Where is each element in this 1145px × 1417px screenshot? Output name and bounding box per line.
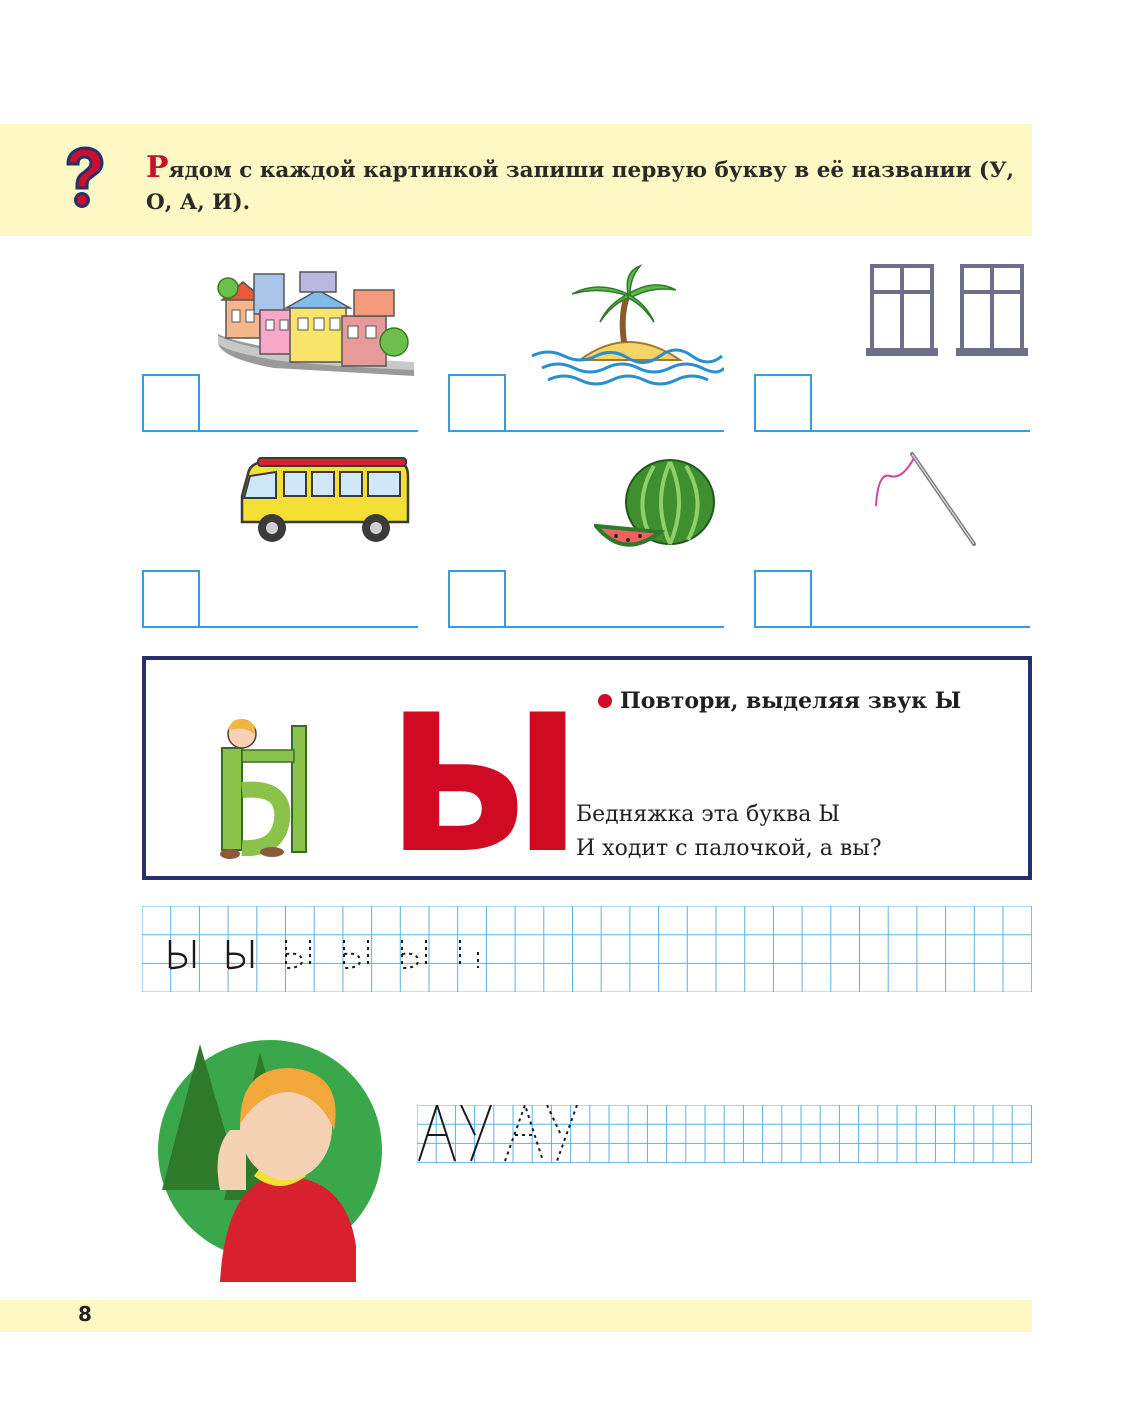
needle-icon bbox=[872, 450, 980, 550]
answer-box[interactable] bbox=[142, 570, 200, 628]
picture-cell-windows bbox=[754, 242, 1030, 432]
boy-picture-icon bbox=[150, 1030, 390, 1290]
answer-line bbox=[198, 430, 418, 433]
windows-icon bbox=[866, 262, 1030, 358]
picture-cell-city bbox=[142, 242, 418, 432]
answer-line bbox=[198, 626, 418, 629]
answer-box[interactable] bbox=[142, 374, 200, 432]
picture-cell-bus bbox=[142, 438, 418, 628]
poem-line: Бедняжка эта буква Ы bbox=[576, 802, 841, 827]
poem-line: И ходит с палочкой, а вы? bbox=[576, 836, 882, 861]
boy-letter-icon bbox=[206, 716, 312, 864]
page-footer-strip bbox=[0, 1300, 1032, 1332]
picture-cell-island bbox=[448, 242, 724, 432]
writing-grid bbox=[417, 1105, 1032, 1163]
letter-tracing bbox=[505, 1105, 577, 1161]
answer-line bbox=[810, 430, 1030, 433]
big-letter: Ы bbox=[386, 674, 583, 895]
question-mark-icon bbox=[62, 146, 106, 210]
answer-box[interactable] bbox=[754, 374, 812, 432]
answer-box[interactable] bbox=[754, 570, 812, 628]
task-instruction bbox=[146, 152, 1016, 219]
answer-line bbox=[504, 626, 724, 629]
bus-icon bbox=[236, 456, 412, 548]
page-number: 8 bbox=[78, 1302, 92, 1326]
picture-cell-watermelon bbox=[448, 438, 724, 628]
city-icon bbox=[214, 264, 420, 382]
answer-box[interactable] bbox=[448, 374, 506, 432]
bullet-dot bbox=[598, 694, 612, 708]
answer-line bbox=[810, 626, 1030, 629]
task-dropcap: Р bbox=[146, 150, 169, 185]
island-icon bbox=[528, 264, 724, 394]
writing-grid bbox=[142, 906, 1032, 992]
poem bbox=[576, 798, 882, 866]
answer-line bbox=[504, 430, 724, 433]
answer-box[interactable] bbox=[448, 570, 506, 628]
letter-frame bbox=[142, 656, 1032, 895]
watermelon-icon bbox=[594, 456, 716, 562]
task-text: ядом с каждой картинкой запиши первую букву в её названии (У, О, А, И). bbox=[146, 158, 1015, 215]
repeat-instruction: Повтори, выделяя звук Ы bbox=[620, 688, 962, 714]
picture-cell-needle bbox=[754, 438, 1030, 628]
